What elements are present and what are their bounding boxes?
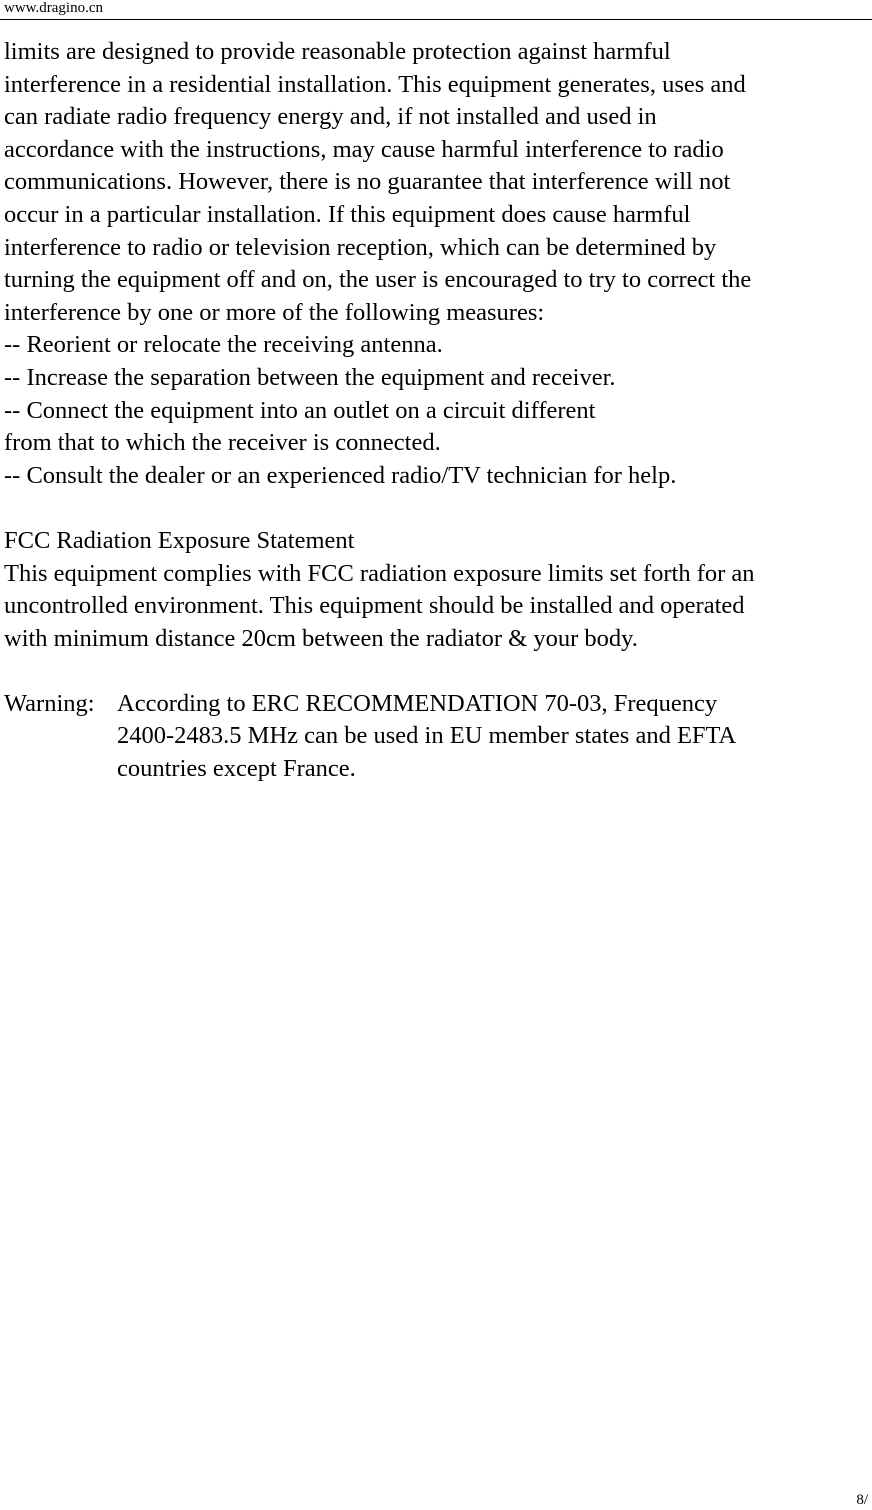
body-line: limits are designed to provide reasonable protection against harmful [4, 38, 671, 65]
interference-paragraph [4, 36, 870, 492]
measure-item: -- Increase the separation between the equipment and receiver. [4, 363, 616, 391]
page-header [0, 0, 872, 20]
page-number: 8/ [856, 1492, 868, 1508]
body-line: accordance with the instructions, may cause harmful interference to radio [4, 135, 724, 163]
warning-line: According to ERC RECOMMENDATION 70-03, Frequency [117, 689, 718, 717]
measure-item: -- Consult the dealer or an experienced radio/TV technician for help. [4, 461, 677, 489]
fcc-line: uncontrolled environment. This equipment should be installed and operated [4, 592, 745, 620]
spacer [4, 655, 870, 688]
body-line: interference to radio or television reception, which can be determined by [4, 233, 717, 261]
warning-label: Warning: [4, 689, 95, 717]
measure-item: -- Reorient or relocate the receiving antenna. [4, 331, 443, 359]
body-line: interference by one or more of the following measures: [4, 298, 545, 326]
measure-item: -- Connect the equipment into an outlet on a circuit different [4, 396, 596, 424]
fcc-line: with minimum distance 20cm between the radiator & your body. [4, 624, 638, 652]
measure-item-continuation: from that to which the receiver is connected. [4, 429, 441, 457]
fcc-line: This equipment complies with FCC radiation exposure limits set forth for an [4, 559, 755, 587]
warning-line: 2400-2483.5 MHz can be used in EU member states and EFTA [117, 722, 737, 750]
body-line: occur in a particular installation. If this equipment does cause harmful [4, 200, 691, 228]
fcc-heading: FCC Radiation Exposure Statement [4, 526, 355, 554]
spacer [4, 492, 870, 525]
warning-block [4, 688, 870, 786]
warning-line: countries except France. [117, 755, 356, 783]
body-line: turning the equipment off and on, the user is encouraged to try to correct the [4, 266, 752, 294]
warning-text [117, 688, 736, 786]
body-line: can radiate radio frequency energy and, if not installed and used in [4, 103, 657, 131]
fcc-statement [4, 525, 870, 655]
header-site-url: www.dragino.cn [4, 0, 104, 16]
document-body [4, 36, 870, 786]
body-line: interference in a residential installation. This equipment generates, uses and [4, 70, 746, 98]
body-line: communications. However, there is no guarantee that interference will not [4, 168, 731, 196]
